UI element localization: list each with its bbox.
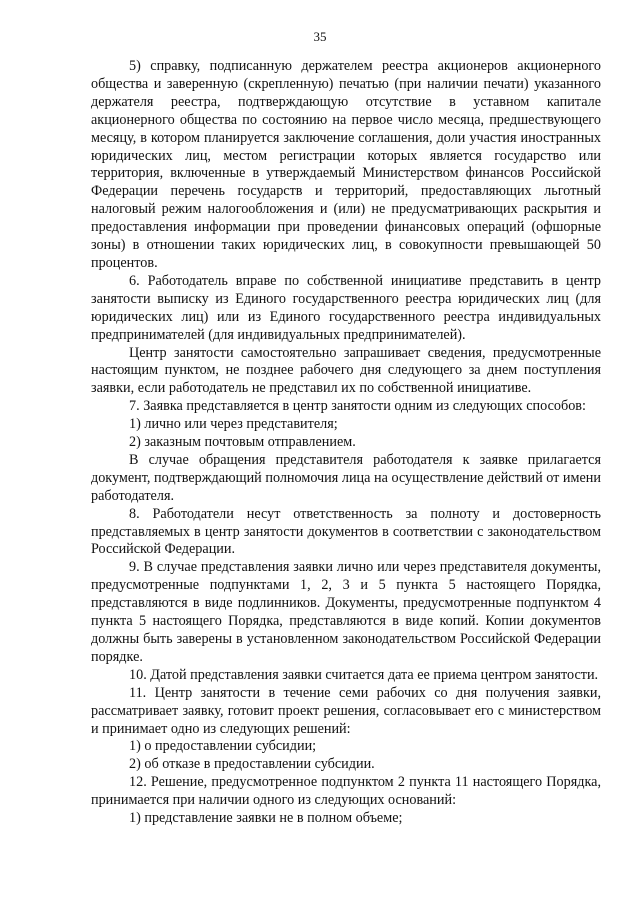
document-body	[91, 58, 601, 828]
paragraph-11-item-1: 1) о предоставлении субсидии;	[129, 738, 317, 755]
paragraph-6: 6. Работодатель вправе по собственной инициативе представить в центр занятости выписку из Единого государственного реестра юридических лиц (для юридических лиц) или из Единого государственного реестра индивидуальных предпринимателей (для индивидуальных предпринимателей).	[91, 272, 601, 343]
paragraph-7: 7. Заявка представляется в центр занятости одним из следующих способов:	[129, 398, 586, 415]
paragraph-9: 9. В случае представления заявки лично или через представителя документы, предусмотренные подпунктами 1, 2, 3 и 5 пункта 5 настоящего Порядка, представляются в виде подлинников. Документы, предусмотренные подпунктом 4 пункта 5 настоящего Порядка, представляются в виде копий. Копии документов должны быть заверены в установленном законодательством Российской Федерации порядке.	[91, 559, 601, 665]
paragraph-8: 8. Работодатели несут ответственность за полноту и достоверность представляемых в центр занятости документов в соответствии с законодательством Российской Федерации.	[91, 505, 601, 558]
paragraph-10: 10. Датой представления заявки считается дата ее приема центром занятости.	[129, 666, 599, 683]
paragraph-employment-center-request: Центр занятости самостоятельно запрашивает сведения, предусмотренные настоящим пунктом, не позднее рабочего дня следующего за днем поступления заявки, если работодатель не представил их по собственной инициативе.	[91, 344, 601, 397]
paragraph-representative: В случае обращения представителя работодателя к заявке прилагается документ, подтверждающий полномочия лица на осуществление действий от имени работодателя.	[91, 451, 601, 504]
paragraph-7-item-2: 2) заказным почтовым отправлением.	[129, 434, 356, 451]
paragraph-11: 11. Центр занятости в течение семи рабочих со дня получения заявки, рассматривает заявку, готовит проект решения, согласовывает его с министерством и принимает одно из следующих решений:	[91, 684, 601, 737]
paragraph-12: 12. Решение, предусмотренное подпунктом 2 пункта 11 настоящего Порядка, принимается при наличии одного из следующих оснований:	[91, 774, 601, 809]
paragraph-7-item-1: 1) лично или через представителя;	[129, 416, 338, 433]
paragraph-11-item-2: 2) об отказе в предоставлении субсидии.	[129, 756, 375, 773]
paragraph-5-certificate: 5) справку, подписанную держателем реестра акционеров акционерного общества и заверенную (скрепленную) печатью (при наличии печати) указанного держателя реестра, подтверждающую отсутствие в уставном капитале акционерного общества по состоянию на первое число месяца, предшествующего месяцу, в котором планируется заключение соглашения, доли участия иностранных юридических лиц, местом регистрации которых является государство или территория, включенные в утверждаемый Министерством финансов Российской Федерации перечень государств и территорий, предоставляющих льготный налоговый режим налогообложения и (или) не предусматривающих раскрытия и предоставления информации при проведении финансовых операций (офшорные зоны) в отношении таких юридических лиц, в совокупности превышающей 50 процентов.	[91, 58, 601, 271]
paragraph-12-item-1: 1) представление заявки не в полном объеме;	[129, 810, 403, 827]
page-number: 35	[313, 29, 327, 44]
